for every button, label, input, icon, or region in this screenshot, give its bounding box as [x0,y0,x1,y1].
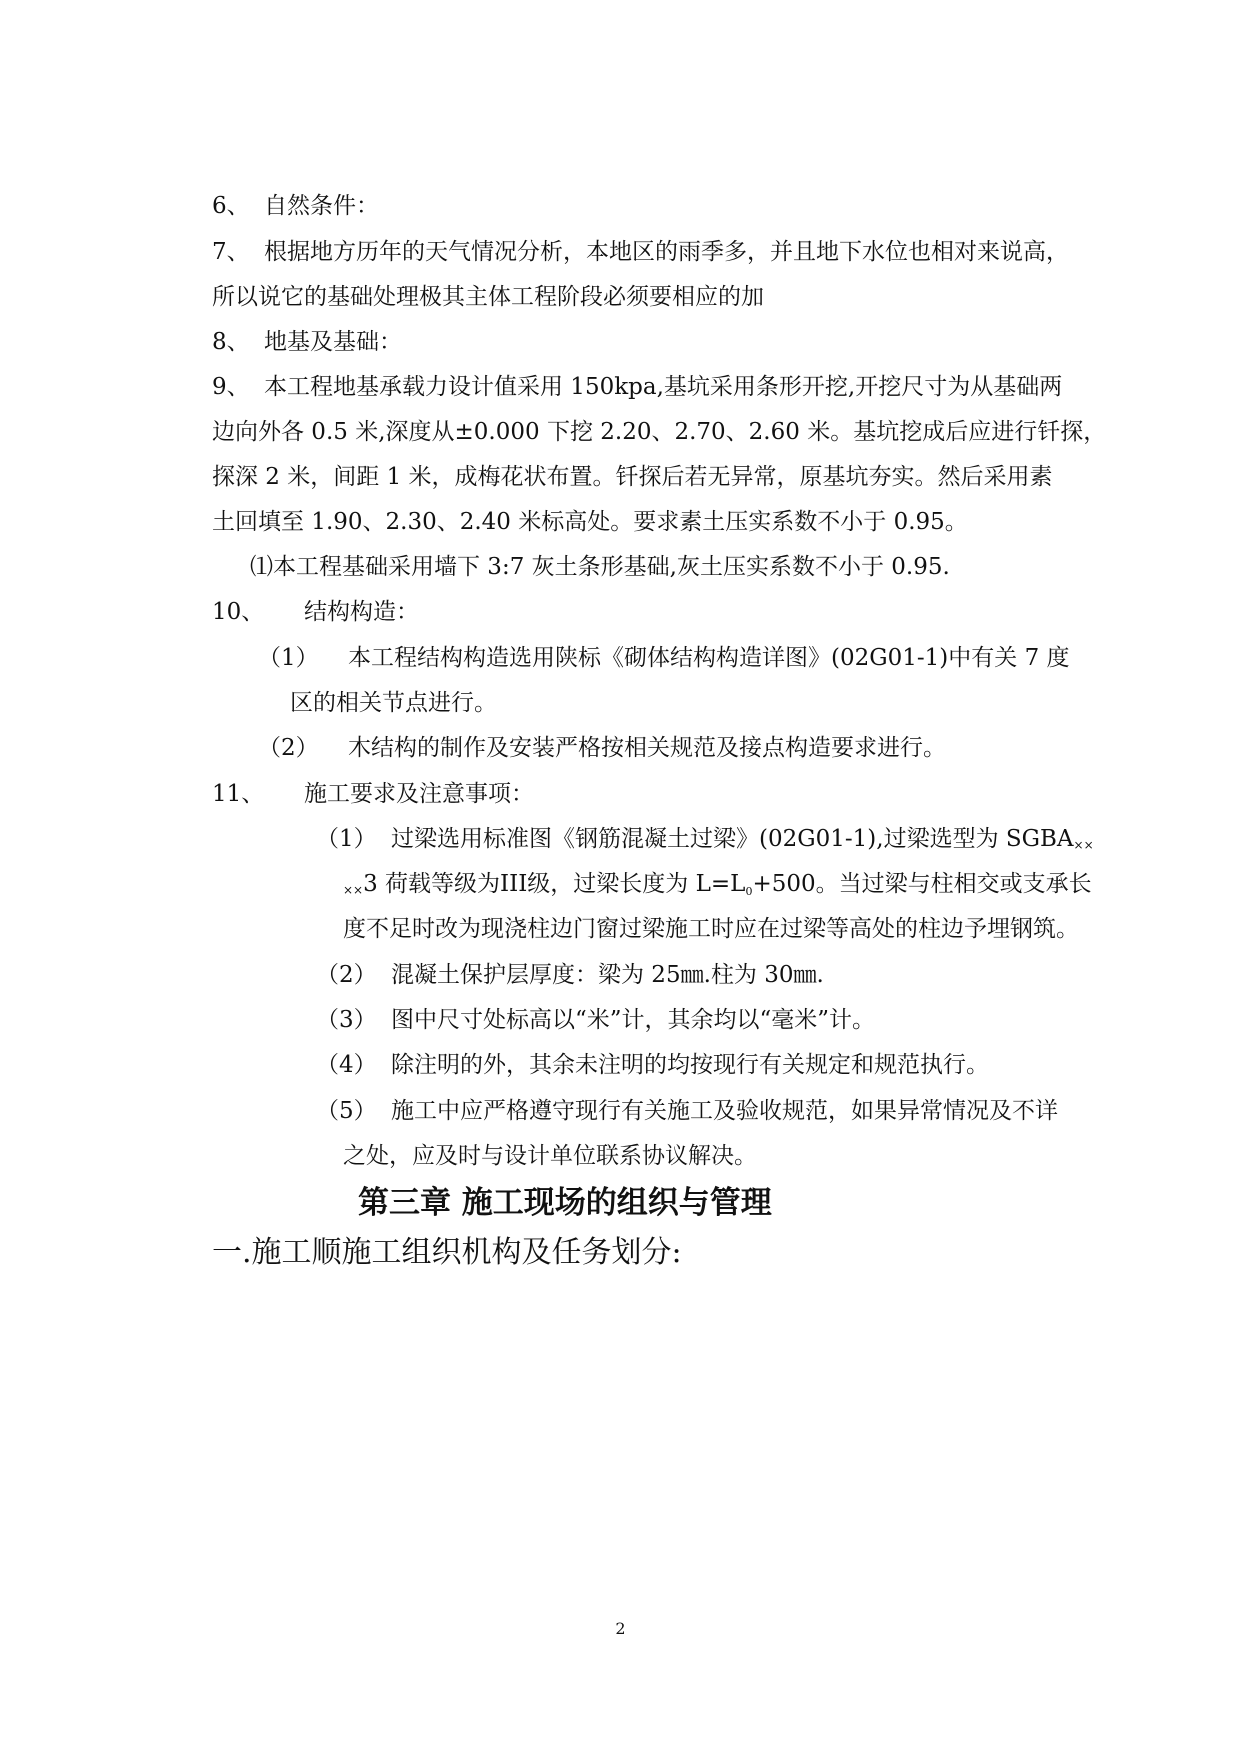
item-8: 8、 地基及基础： [212,329,402,355]
item-9-line-2: 边向外各 0.5 米,深度从±0.000 下挖 2.20、2.70、2.60 米。基坑挖成后应进行钎探， [212,419,1107,445]
item-10-sub-1: （1） 本工程结构构造选用陕标《砌体结构构造详图》(02G01-1)中有关 7 度 [258,645,1070,671]
item-11-sub-5: （5） 施工中应严格遵守现行有关施工及验收规范，如果异常情况及不详 [316,1098,1058,1124]
page-number: 2 [615,1619,626,1638]
section-title: 一.施工顺施工组织机构及任务划分: [212,1235,682,1270]
chapter-title: 第三章 施工现场的组织与管理 [358,1185,772,1221]
item-11-sub-1-line-3: 度不足时改为现浇柱边门窗过梁施工时应在过梁等高处的柱边予埋钢筑。 [343,916,1079,942]
item-9-line-3: 探深 2 米，间距 1 米，成梅花状布置。钎探后若无异常，原基坑夯实。然后采用素 [212,464,1053,490]
item-11: 11、 施工要求及注意事项： [212,781,534,807]
item-7-continuation: 所以说它的基础处理极其主体工程阶段必须要相应的加 [212,284,764,310]
item-7: 7、 根据地方历年的天气情况分析，本地区的雨季多，并且地下水位也相对来说高， [212,239,1069,265]
item-9: 9、 本工程地基承载力设计值采用 150kpa,基坑采用条形开挖,开挖尺寸为从基础两 [212,374,1063,400]
item-9-line-4: 土回填至 1.90、2.30、2.40 米标高处。要求素土压实系数不小于 0.95。 [212,509,968,535]
item-11-sub-2: （2） 混凝土保护层厚度：梁为 25㎜.柱为 30㎜. [316,962,824,988]
item-11-sub-1: （1） 过梁选用标准图《钢筋混凝土过梁》(02G01-1),过梁选型为 $SGBA_{\times\times}$ [316,826,1094,852]
item-6: 6、 自然条件： [212,193,379,219]
item-11-sub-4: （4） 除注明的外，其余未注明的均按现行有关规定和规范执行。 [316,1052,989,1078]
item-9-subitem-1: ⑴本工程基础采用墙下 3:7 灰土条形基础,灰土压实系数不小于 0.95. [250,554,950,580]
item-10-sub-1-continuation: 区的相关节点进行。 [290,690,497,716]
item-11-sub-1-line-2: $_{\times\times}$3 荷载等级为III级，过梁长度为 L=L0+500。当过梁与柱相交或支承长 [343,871,1092,898]
item-11-sub-3: （3） 图中尺寸处标高以“米”计，其余均以“毫米”计。 [316,1007,876,1033]
item-11-sub-5-continuation: 之处，应及时与设计单位联系协议解决。 [343,1143,757,1169]
item-10: 10、 结构构造： [212,599,419,625]
item-10-sub-2: （2） 木结构的制作及安装严格按相关规范及接点构造要求进行。 [258,735,946,761]
